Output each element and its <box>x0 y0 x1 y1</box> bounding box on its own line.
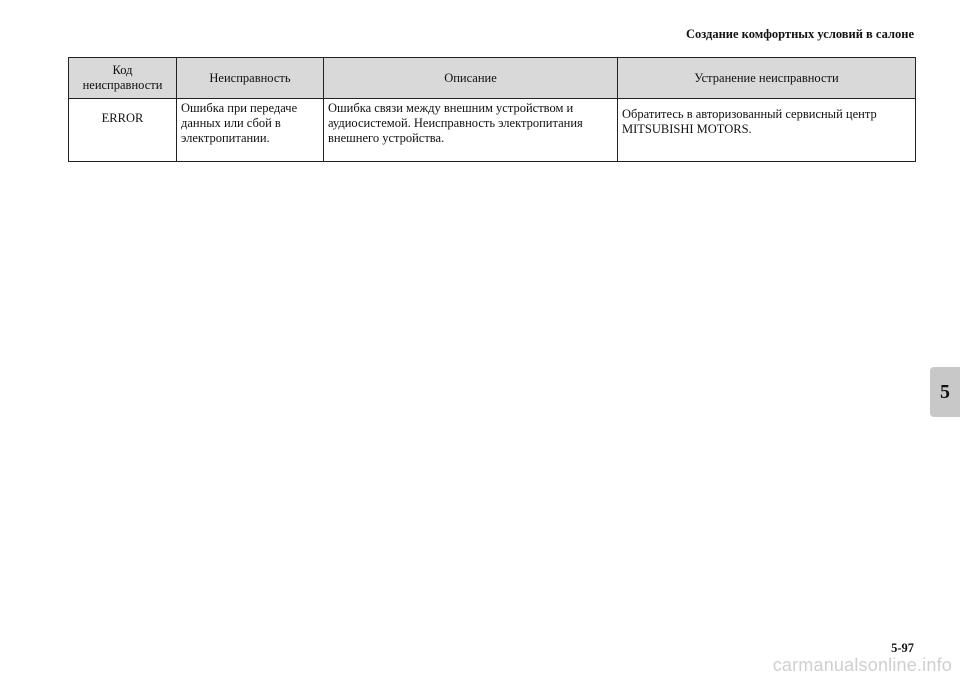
table-header-row <box>69 58 916 99</box>
column-header-remedy: Устранение неисправности <box>618 58 916 99</box>
remedy-cell: Обратитесь в авторизованный сервисный центр MITSUBISHI MOTORS. <box>618 99 916 162</box>
description-cell: Ошибка связи между внешним устройством и аудиосистемой. Неисправность электропитания внешнего устройства. <box>324 99 618 162</box>
fault-codes-table <box>68 57 916 162</box>
fault-cell: Ошибка при передаче данных или сбой в электропитании. <box>177 99 324 162</box>
column-header-code: Код неисправности <box>69 58 177 99</box>
watermark: carmanualsonline.info <box>772 655 952 675</box>
table-row <box>69 99 916 162</box>
chapter-tab <box>930 367 960 417</box>
column-header-description: Описание <box>324 58 618 99</box>
column-header-fault: Неисправность <box>177 58 324 99</box>
chapter-number: 5 <box>940 380 950 403</box>
section-title: Создание комфортных условий в салоне <box>685 27 914 41</box>
fault-code-cell: ERROR <box>69 99 177 162</box>
page-number: 5-97 <box>891 641 914 655</box>
